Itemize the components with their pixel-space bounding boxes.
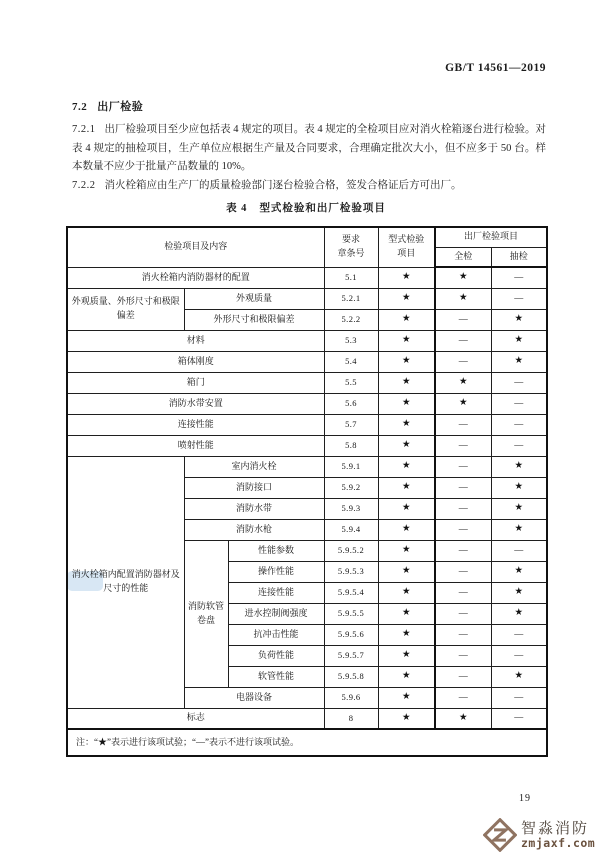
table-cell: 外观质量、外形尺寸和极限偏差 <box>67 288 184 330</box>
brand-text <box>521 821 595 849</box>
table-cell: 喷射性能 <box>67 435 324 456</box>
table-cell: ★ <box>378 372 435 393</box>
table-cell: 软管性能 <box>228 666 324 687</box>
table-header-row-1 <box>67 227 547 247</box>
table-cell: ★ <box>491 519 547 540</box>
table-cell: 消防水带安置 <box>67 393 324 414</box>
table-cell: — <box>491 267 547 288</box>
header-type-line1: 型式检验 <box>388 234 425 245</box>
table-caption-label: 表 4 <box>226 203 248 214</box>
table-cell: 消防水带 <box>184 498 324 519</box>
table-body <box>67 267 547 729</box>
table-cell: ★ <box>378 666 435 687</box>
table-cell: 消火栓箱内配置消防器材及尺寸的性能 <box>67 456 184 708</box>
table-cell: ★ <box>378 708 435 729</box>
table-cell: 5.9.2 <box>324 477 378 498</box>
table-cell: 抗冲击性能 <box>228 624 324 645</box>
table-row <box>67 351 547 372</box>
table-cell: 5.1 <box>324 267 378 288</box>
table-cell: ★ <box>378 351 435 372</box>
clause-text: 出厂检验项目至少应包括表 4 规定的项目。表 4 规定的全检项目应对消火栓箱逐台进行检验。对表 4 规定的抽检项目，生产单位应根据生产量及合同要求，合理确定批次大小，但不应多于 50 台。样本数量不应少于批量产品数量的 10%。 <box>72 124 546 173</box>
table-cell: 电器设备 <box>184 687 324 708</box>
table-cell: 5.9.5.4 <box>324 582 378 603</box>
table-cell: ★ <box>491 456 547 477</box>
table-cell: 5.9.5.2 <box>324 540 378 561</box>
table-cell: — <box>491 288 547 309</box>
header-full-inspection: 全检 <box>435 247 491 267</box>
table-row <box>67 372 547 393</box>
header-type-test <box>378 227 435 267</box>
table-cell: — <box>435 498 491 519</box>
table-cell: 连接性能 <box>228 582 324 603</box>
table-row <box>67 456 547 477</box>
table-cell: ★ <box>378 393 435 414</box>
table-cell: 5.9.3 <box>324 498 378 519</box>
table-cell: ★ <box>378 603 435 624</box>
header-sample-inspection: 抽检 <box>491 247 547 267</box>
section-number: 7.2 <box>72 101 88 113</box>
table-cell: — <box>491 393 547 414</box>
table-cell: ★ <box>435 708 491 729</box>
table-cell: 标志 <box>67 708 324 729</box>
table-cell: 5.3 <box>324 330 378 351</box>
table-cell: 消防软管卷盘 <box>184 540 228 687</box>
table-cell: 外形尺寸和极限偏差 <box>184 309 324 330</box>
table-cell: — <box>435 435 491 456</box>
table-cell: ★ <box>378 435 435 456</box>
table-cell: 5.8 <box>324 435 378 456</box>
table-cell: 进水控制阀强度 <box>228 603 324 624</box>
table-cell: 箱体刚度 <box>67 351 324 372</box>
table-cell: — <box>435 309 491 330</box>
table-cell: ★ <box>378 645 435 666</box>
table-cell: — <box>491 540 547 561</box>
table-cell: ★ <box>378 414 435 435</box>
table-cell: ★ <box>378 477 435 498</box>
table-cell: — <box>435 603 491 624</box>
table-note: 注：“★”表示进行该项试验；“—”表示不进行该项试验。 <box>67 729 547 756</box>
table-cell: ★ <box>378 498 435 519</box>
brand-name: 智淼消防 <box>521 820 590 838</box>
table-cell: ★ <box>491 498 547 519</box>
page-number: 19 <box>519 793 531 804</box>
table-cell: — <box>435 519 491 540</box>
table-cell: ★ <box>491 477 547 498</box>
table-cell: 8 <box>324 708 378 729</box>
table-cell: 室内消火栓 <box>184 456 324 477</box>
table-cell: 材料 <box>67 330 324 351</box>
table-cell: — <box>435 561 491 582</box>
table-cell: — <box>491 372 547 393</box>
table-cell: ★ <box>491 330 547 351</box>
table-cell: ★ <box>491 351 547 372</box>
header-type-line2: 项目 <box>397 248 416 259</box>
table-cell: — <box>435 414 491 435</box>
table-row <box>67 393 547 414</box>
table-cell: ★ <box>491 561 547 582</box>
paragraph-721 <box>72 121 546 177</box>
table-cell: 操作性能 <box>228 561 324 582</box>
table-cell: ★ <box>435 393 491 414</box>
header-requirement-clause <box>324 227 378 267</box>
table-cell: 5.9.5.3 <box>324 561 378 582</box>
paragraph-722 <box>72 177 546 196</box>
table-cell: ★ <box>378 624 435 645</box>
table-cell: 箱门 <box>67 372 324 393</box>
table-caption <box>66 200 546 215</box>
table-row <box>67 414 547 435</box>
table-cell: — <box>435 645 491 666</box>
table-cell: — <box>491 708 547 729</box>
standard-number: GB/T 14561—2019 <box>445 62 546 74</box>
table-cell: ★ <box>378 582 435 603</box>
table-cell: — <box>435 582 491 603</box>
table-cell: 5.9.6 <box>324 687 378 708</box>
header-requirement-line1: 要求 <box>342 234 361 245</box>
table-row <box>67 267 547 288</box>
table-cell: — <box>491 414 547 435</box>
table-row <box>67 708 547 729</box>
table-cell: ★ <box>491 309 547 330</box>
header-item: 检验项目及内容 <box>67 227 324 267</box>
table-cell: — <box>435 330 491 351</box>
table-cell: 性能参数 <box>228 540 324 561</box>
table-cell: ★ <box>491 582 547 603</box>
table-cell: — <box>435 456 491 477</box>
table-cell: 5.6 <box>324 393 378 414</box>
table-cell: 消防接口 <box>184 477 324 498</box>
brand-url: zmjaxf.com <box>521 835 596 850</box>
table-cell: ★ <box>378 519 435 540</box>
table-cell: ★ <box>435 372 491 393</box>
table-cell: ★ <box>378 330 435 351</box>
table-cell: 5.9.4 <box>324 519 378 540</box>
table-cell: ★ <box>435 267 491 288</box>
table-cell: ★ <box>435 288 491 309</box>
table-cell: 5.2.1 <box>324 288 378 309</box>
brand-watermark <box>483 818 595 852</box>
table-cell: — <box>435 351 491 372</box>
table-cell: 5.4 <box>324 351 378 372</box>
table-cell: ★ <box>491 603 547 624</box>
table-cell: 5.9.5.6 <box>324 624 378 645</box>
table-cell: ★ <box>378 267 435 288</box>
table-cell: — <box>491 624 547 645</box>
table-cell: 5.9.1 <box>324 456 378 477</box>
table-cell: — <box>435 666 491 687</box>
table-cell: 5.2.2 <box>324 309 378 330</box>
table-cell: ★ <box>378 687 435 708</box>
table-row <box>67 288 547 309</box>
table-cell: 5.9.5.8 <box>324 666 378 687</box>
table-cell: 负荷性能 <box>228 645 324 666</box>
table-cell: — <box>435 540 491 561</box>
table-cell: 5.9.5.7 <box>324 645 378 666</box>
table-cell: — <box>435 687 491 708</box>
table-note-row <box>67 729 547 756</box>
section-title: 出厂检验 <box>97 101 144 113</box>
table-cell: 连接性能 <box>67 414 324 435</box>
table-row <box>67 330 547 351</box>
table-cell: 5.5 <box>324 372 378 393</box>
section-heading <box>72 98 143 114</box>
table-cell: 5.9.5.5 <box>324 603 378 624</box>
header-factory-test: 出厂检验项目 <box>435 227 547 247</box>
table-cell: ★ <box>378 561 435 582</box>
table-caption-title: 型式检验和出厂检验项目 <box>259 203 386 214</box>
table-cell: — <box>435 624 491 645</box>
table-cell: 消防水枪 <box>184 519 324 540</box>
table-cell: ★ <box>378 309 435 330</box>
table-cell: 消火栓箱内消防器材的配置 <box>67 267 324 288</box>
table-cell: ★ <box>378 540 435 561</box>
table-cell: ★ <box>378 456 435 477</box>
table-cell: — <box>491 645 547 666</box>
header-requirement-line2: 章条号 <box>337 248 365 259</box>
table-cell: ★ <box>378 288 435 309</box>
clause-text: 消火栓箱应由生产厂的质量检验部门逐台检验合格，签发合格证后方可出厂。 <box>104 180 462 191</box>
table-cell: — <box>491 435 547 456</box>
clause-number: 7.2.1 <box>72 124 96 135</box>
table-cell: 5.7 <box>324 414 378 435</box>
table-cell: — <box>491 687 547 708</box>
table-row <box>67 435 547 456</box>
clause-number: 7.2.2 <box>72 180 96 191</box>
table-cell: — <box>435 477 491 498</box>
inspection-items-table <box>66 226 548 757</box>
table-cell: 外观质量 <box>184 288 324 309</box>
brand-diamond-icon <box>483 818 517 852</box>
table-cell: ★ <box>491 666 547 687</box>
